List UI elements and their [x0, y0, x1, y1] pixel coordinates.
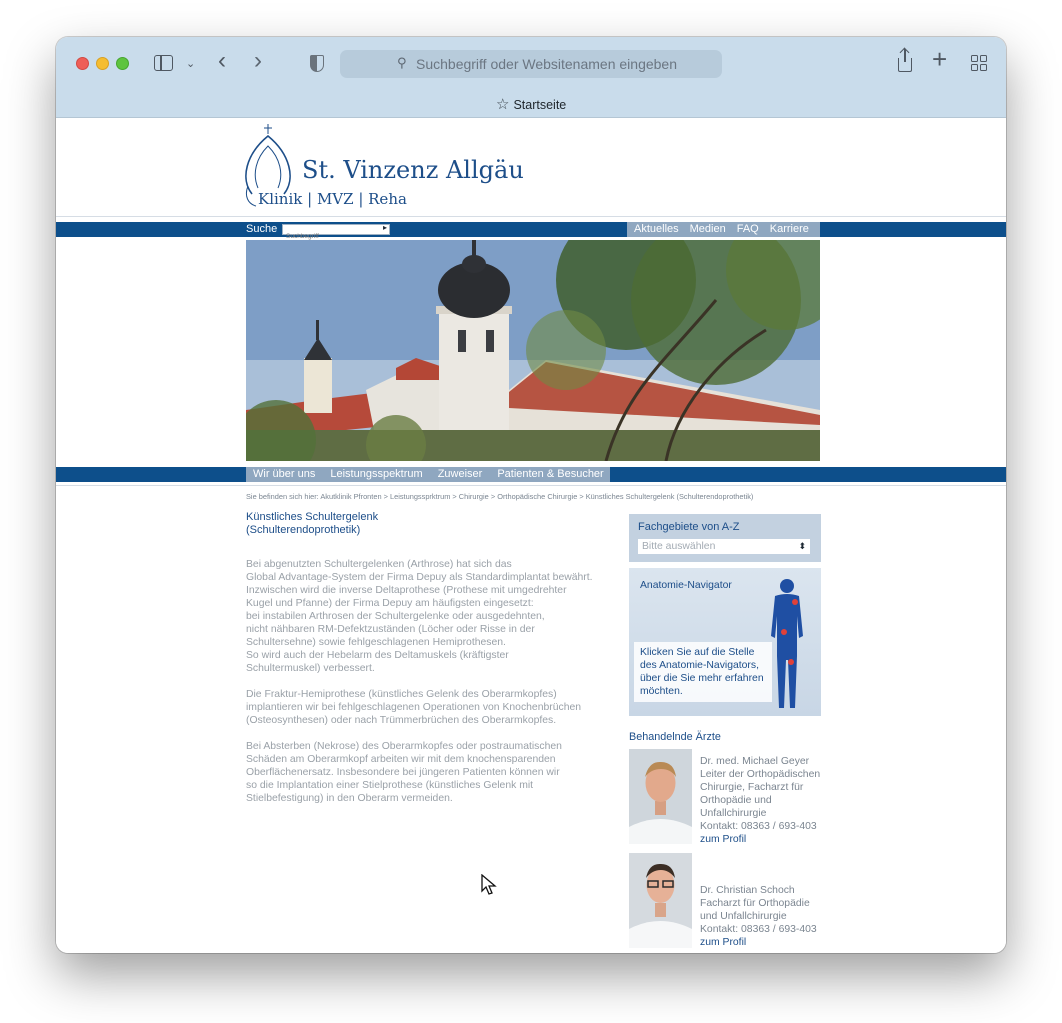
logo-subtitle: Klinik | MVZ | Reha — [258, 190, 407, 208]
profile-link[interactable]: zum Profil — [700, 937, 747, 948]
article-paragraph: Bei Absterben (Nekrose) des Oberarmkopfes oder postraumatischen Schäden am Oberarmkopf arbeiten wir mit dem knochensparenden Oberflächenersatz. Insbesondere bei jüngeren Patienten können wir so die Implantation einer Stielprothese (künstliches Gelenk mit Stielbefestigung) in den Oberarm vermeiden. — [246, 741, 562, 804]
doctor-info — [700, 755, 840, 846]
doctor-photo[interactable] — [629, 749, 692, 844]
bookmark-label: Startseite — [513, 98, 567, 112]
doctor-line: Facharzt für Orthopädie — [700, 898, 810, 909]
fachgebiete-title: Fachgebiete von A-Z — [638, 521, 740, 533]
doctor-line: Kontakt: 08363 / 693-403 — [700, 821, 817, 832]
browser-window — [56, 37, 1006, 953]
main-nav-bar — [56, 467, 1006, 482]
top-links — [627, 222, 820, 237]
site-search-field[interactable] — [282, 224, 390, 235]
doctor-info — [700, 884, 840, 949]
profile-link[interactable]: zum Profil — [700, 834, 747, 845]
fachgebiete-selected-value: Bitte auswählen — [642, 541, 716, 552]
select-updown-icon: ⬍ — [798, 541, 806, 551]
back-button[interactable]: ‹ — [218, 47, 226, 74]
page-title — [246, 511, 378, 537]
article-paragraph: Bei abgenutzten Schultergelenken (Arthrose) hat sich das Global Advantage-System der Firma Depuy als Standardimplantat bewährt. Inzwischen wird die inverse Deltaprothese (Prothese mit umgedrehter Kugel und Pfanne) der Firma Depuy am häufigsten eingesetzt: bei instabilen Arthrosen der Schultergelenke oder ausgedehnten, nicht nähbaren RM-Defektzuständen (Löcher oder Risse in der Schultersehne) sowie fehlgeschlagenen Hemiprothesen. So wird auch der Hebelarm des Deltamuskels (kräftigster Schultermuskel) verbessert. — [246, 559, 593, 674]
address-placeholder: Suchbegriff oder Websitenamen eingeben — [416, 56, 677, 72]
anatomie-text: Klicken Sie auf die Stelle des Anatomie-Navigators, über die Sie mehr erfahren möchten. — [634, 642, 772, 702]
doctor-photo[interactable] — [629, 853, 692, 948]
doctor-line: Leiter der Orthopädischen — [700, 769, 821, 780]
doctor-line: Dr. med. Michael Geyer — [700, 756, 810, 767]
site-logo[interactable] — [242, 124, 522, 210]
doctor-line: Dr. Christian Schoch — [700, 885, 795, 896]
doctor-line: Kontakt: 08363 / 693-403 — [700, 924, 817, 935]
doctor-line: Orthopädie und — [700, 795, 772, 806]
zoom-window-button[interactable] — [116, 57, 129, 70]
search-label: Suche — [246, 223, 278, 235]
nav-wir-ueber-uns[interactable]: Wir über uns — [253, 468, 316, 480]
tab-overview-icon[interactable] — [971, 55, 987, 71]
aerzte-title: Behandelnde Ärzte — [629, 731, 721, 743]
new-tab-plus-icon[interactable]: + — [932, 44, 948, 74]
nav-patienten-besucher[interactable]: Patienten & Besucher — [497, 468, 604, 480]
forward-button[interactable]: › — [254, 47, 262, 74]
title-line-2: (Schulterendoprothetik) — [246, 524, 361, 536]
hero-image-church — [246, 240, 820, 461]
divider — [56, 485, 1006, 486]
nav-leistungsspektrum[interactable]: Leistungsspektrum — [330, 468, 423, 480]
sidebar-toggle-icon[interactable] — [154, 55, 173, 71]
anatomie-title: Anatomie-Navigator — [640, 580, 732, 591]
close-window-button[interactable] — [76, 57, 89, 70]
star-icon: ☆ — [496, 96, 510, 113]
article-body — [246, 558, 616, 818]
bookmark-startseite[interactable] — [496, 95, 566, 113]
minimize-window-button[interactable] — [96, 57, 109, 70]
top-utility-bar — [56, 222, 1006, 237]
search-submit-arrow-icon[interactable]: ▸ — [382, 223, 387, 232]
main-nav — [246, 467, 610, 482]
browser-toolbar — [56, 37, 1006, 118]
fachgebiete-select[interactable] — [638, 539, 810, 554]
article-paragraph: Die Fraktur-Hemiprothese (künstliches Gelenk des Oberarmkopfes) implantieren wir bei fehlgeschlagenen Operationen von Knochenbrüchen (Osteosynthesen) oder nach Trümmerbrüchen des Oberarmkopfes. — [246, 689, 582, 726]
nav-zuweiser[interactable]: Zuweiser — [437, 468, 483, 480]
link-karriere[interactable]: Karriere — [769, 223, 809, 235]
privacy-shield-icon[interactable] — [310, 55, 324, 72]
breadcrumb[interactable]: Sie befinden sich hier: Akutklinik Pfronten > Leistungssprktrum > Chirurgie > Orthopädische Chirurgie > Künstliches Schultergelenk (Schulterendoprothetik) — [246, 492, 754, 501]
share-icon[interactable] — [898, 58, 912, 72]
web-page — [56, 118, 1006, 953]
logo-title: St. Vinzenz Allgäu — [302, 156, 524, 184]
doctor-line: Unfallchirurgie — [700, 808, 767, 819]
mouse-pointer-icon — [481, 874, 499, 896]
divider — [56, 216, 1006, 217]
church-photo — [246, 240, 820, 461]
link-aktuelles[interactable]: Aktuelles — [634, 223, 679, 235]
title-line-1: Künstliches Schultergelenk — [246, 511, 379, 523]
fachgebiete-box — [629, 514, 821, 562]
address-bar[interactable] — [340, 50, 722, 78]
doctor-line: Chirurgie, Facharzt für — [700, 782, 804, 793]
link-faq[interactable]: FAQ — [736, 223, 759, 235]
chevron-down-icon[interactable]: ⌄ — [186, 58, 196, 70]
link-medien[interactable]: Medien — [689, 223, 726, 235]
doctor-line: und Unfallchirurgie — [700, 911, 787, 922]
search-icon: ⚲ — [397, 55, 407, 70]
anatomie-navigator[interactable] — [629, 568, 821, 716]
